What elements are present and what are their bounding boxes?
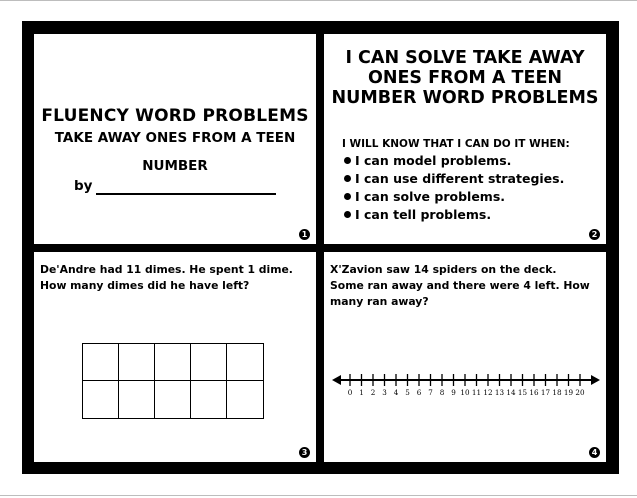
number-line-tick-label: 5 xyxy=(405,388,410,397)
problem-text xyxy=(330,262,602,310)
panel-objectives xyxy=(324,34,606,244)
ten-frame xyxy=(82,343,264,419)
number-line-tick-label: 17 xyxy=(540,388,551,397)
number-line-tick-label: 14 xyxy=(506,388,516,397)
panel-problem-dimes xyxy=(34,252,316,462)
objective-title xyxy=(324,48,606,108)
number-line-tick-label: 9 xyxy=(451,388,456,397)
problem-line1: De'Andre had 11 dimes. He spent 1 dime. xyxy=(40,263,293,276)
page-number-badge: 1 xyxy=(299,229,310,240)
ten-frame-cell xyxy=(83,344,119,381)
problem-line3: many ran away? xyxy=(330,295,429,308)
objective-intro: I WILL KNOW THAT I CAN DO IT WHEN: xyxy=(342,138,570,150)
list-item: I can tell problems. xyxy=(344,206,564,224)
right-arrow-icon xyxy=(591,375,600,385)
number-line-tick-label: 2 xyxy=(370,388,376,397)
page-number-badge: 2 xyxy=(589,229,600,240)
cover-title: FLUENCY WORD PROBLEMS xyxy=(41,106,309,126)
problem-line2: Some ran away and there were 4 left. How xyxy=(330,279,590,292)
list-item: I can solve problems. xyxy=(344,188,564,206)
number-line-tick-label: 12 xyxy=(483,388,493,397)
number-line-tick-label: 3 xyxy=(382,388,387,397)
problem-line2: How many dimes did he have left? xyxy=(40,279,250,292)
objective-title-line3: NUMBER WORD PROBLEMS xyxy=(331,88,599,108)
cover-subtitle-line2: NUMBER xyxy=(142,158,208,174)
name-blank-line xyxy=(96,193,276,195)
number-line-tick-label: 19 xyxy=(563,388,574,397)
number-line-tick-label: 6 xyxy=(416,388,422,397)
problem-text xyxy=(40,262,312,294)
number-line-tick-label: 11 xyxy=(471,388,482,397)
bullet-icon xyxy=(344,193,351,200)
number-line-tick-label: 13 xyxy=(494,388,505,397)
list-item: I can use different strategies. xyxy=(344,170,564,188)
ten-frame-cell xyxy=(191,381,227,418)
top-rule xyxy=(0,0,637,1)
objective-list xyxy=(344,152,564,224)
ten-frame-cell xyxy=(155,381,191,418)
bullet-icon xyxy=(344,157,351,164)
ten-frame-cell xyxy=(119,344,155,381)
objective-title-line1: I CAN SOLVE TAKE AWAY xyxy=(345,48,585,68)
left-arrow-icon xyxy=(332,375,341,385)
panel-cover xyxy=(34,34,316,244)
ten-frame-cell xyxy=(83,381,119,418)
page-number-badge: 4 xyxy=(589,447,600,458)
ten-frame-cell xyxy=(191,344,227,381)
number-line-tick-label: 4 xyxy=(393,388,399,397)
number-line-tick-label: 1 xyxy=(359,388,364,397)
number-line-tick-label: 15 xyxy=(517,388,528,397)
number-line-tick-label: 18 xyxy=(552,388,562,397)
ten-frame-cell xyxy=(227,381,263,418)
bottom-rule xyxy=(0,495,637,496)
ten-frame-cell xyxy=(119,381,155,418)
ten-frame-cell xyxy=(155,344,191,381)
number-line-tick-label: 0 xyxy=(347,388,353,397)
list-item: I can model problems. xyxy=(344,152,564,170)
objective-title-line2: ONES FROM A TEEN xyxy=(367,68,563,88)
number-line-tick-label: 8 xyxy=(439,388,445,397)
number-line-tick-label: 16 xyxy=(529,388,539,397)
by-label: by xyxy=(74,178,93,194)
page-number-badge: 3 xyxy=(299,447,310,458)
ten-frame-cell xyxy=(227,344,263,381)
cover-subtitle-line1: TAKE AWAY ONES FROM A TEEN xyxy=(54,130,296,146)
bullet-icon xyxy=(344,211,351,218)
panel-problem-spiders xyxy=(324,252,606,462)
number-line xyxy=(332,364,600,404)
number-line-tick-label: 7 xyxy=(428,388,433,397)
number-line-tick-label: 10 xyxy=(460,388,470,397)
problem-line1: X'Zavion saw 14 spiders on the deck. xyxy=(330,263,557,276)
bullet-icon xyxy=(344,175,351,182)
number-line-tick-label: 20 xyxy=(575,388,585,397)
